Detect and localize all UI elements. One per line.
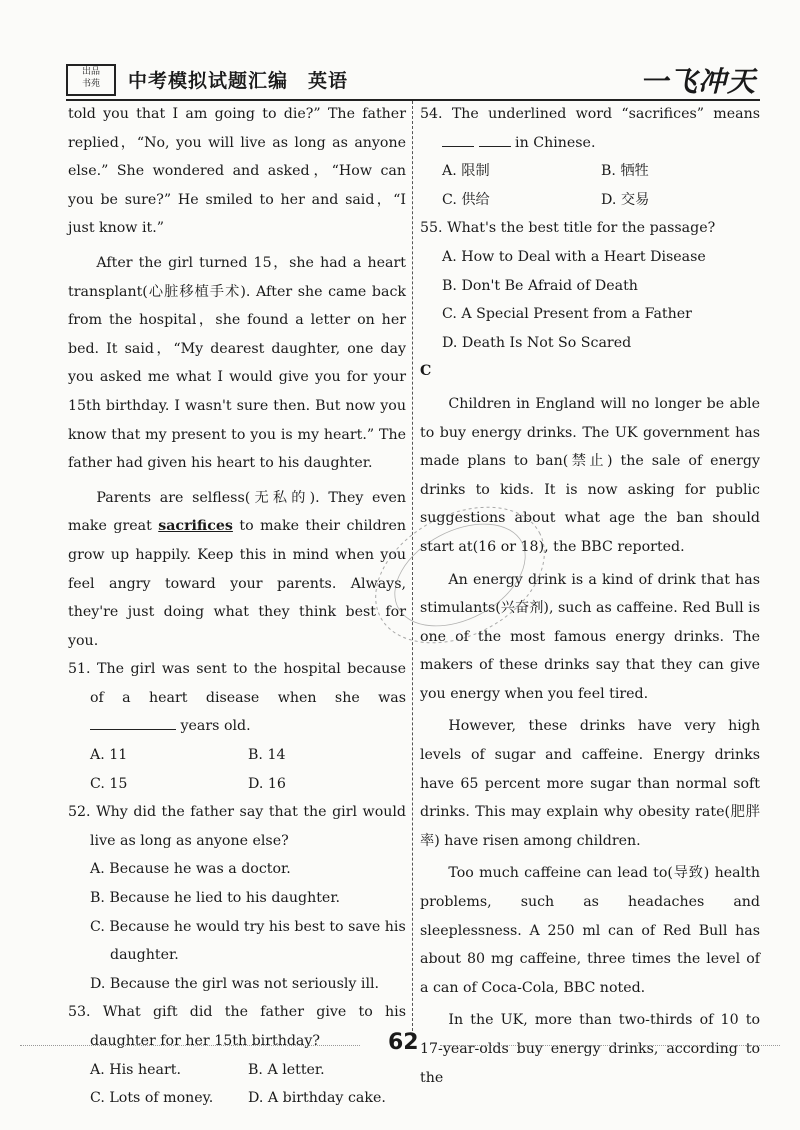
- q52-stem: 52. Why did the father say that the girl would live as long as anyone else?: [68, 804, 406, 849]
- brand-logo: 一飞冲天: [639, 65, 756, 98]
- q53-option-c[interactable]: C. Lots of money.: [90, 1090, 214, 1107]
- article-paragraph-2: An energy drink is a kind of drink that has stimulants(兴奋剂), such as caffeine. Red Bull is one of the most famous energy drinks. The makers of these drinks say that they can give you energy when you feel tired.: [420, 571, 760, 702]
- q53-option-b[interactable]: B. A letter.: [248, 1061, 325, 1078]
- q55-option-a[interactable]: A. How to Deal with a Heart Disease: [442, 248, 706, 265]
- question-55: [420, 214, 760, 357]
- q51-stem-end: years old.: [180, 718, 251, 735]
- section-heading: C: [420, 363, 432, 380]
- q52-option-a[interactable]: A. Because he was a doctor.: [90, 861, 291, 878]
- story-paragraph-3: [68, 484, 406, 656]
- story-paragraph-2: After the girl turned 15，she had a heart transplant(心脏移植手术). After she came back from the hospital，she found a letter on her bed. It said，“My dearest daughter, one day you asked me what I would give you for your 15th birthday. I wasn't sure then. But now you know that my present to you is my heart.” The father had given his heart to his daughter.: [68, 254, 406, 472]
- q55-option-c[interactable]: C. A Special Present from a Father: [442, 306, 692, 323]
- underlined-word: sacrifices: [158, 518, 233, 535]
- q54-stem-end: in Chinese.: [515, 134, 596, 151]
- q55-option-d[interactable]: D. Death Is Not So Scared: [442, 334, 632, 351]
- q55-option-b[interactable]: B. Don't Be Afraid of Death: [442, 277, 638, 294]
- q54-stem: 54. The underlined word “sacrifices” means: [420, 106, 760, 122]
- q51-option-a[interactable]: A. 11: [90, 747, 128, 764]
- q53-option-a[interactable]: A. His heart.: [90, 1061, 181, 1078]
- publisher-logo-text: 出品 书苑: [81, 67, 100, 89]
- p3-after: to make their children grow up happily. Keep this in mind when you feel angry toward your parents. Always, they're just doing what they think best for you.: [68, 518, 406, 649]
- q54-option-d[interactable]: D. 交易: [601, 191, 650, 208]
- q52-option-b[interactable]: B. Because he lied to his daughter.: [90, 890, 341, 907]
- question-52: [68, 798, 406, 998]
- q51-stem: 51. The girl was sent to the hospital because of a heart disease when she was: [68, 661, 406, 706]
- q52-option-c[interactable]: C. Because he would try his best to save his daughter.: [90, 918, 406, 964]
- stamp-watermark: [360, 490, 560, 660]
- q54-option-a[interactable]: A. 限制: [442, 163, 490, 180]
- q51-option-b[interactable]: B. 14: [248, 747, 286, 764]
- footer-line-left: [20, 1045, 360, 1046]
- publisher-logo: [66, 64, 116, 96]
- article-paragraph-3: However, these drinks have very high levels of sugar and caffeine. Energy drinks have 65 percent more sugar than normal soft drinks. This may explain why obesity rate(肥胖率) have risen among children.: [420, 718, 760, 849]
- footer-line-right: [440, 1045, 780, 1046]
- page-number: 62: [388, 1030, 419, 1055]
- q51-option-c[interactable]: C. 15: [90, 775, 128, 792]
- question-54: [420, 100, 760, 214]
- book-title: 中考模拟试题汇编 英语: [128, 70, 349, 92]
- q54-option-b[interactable]: B. 牺牲: [601, 163, 649, 180]
- article-paragraph-1: Children in England will no longer be able to buy energy drinks. The UK government has made plans to ban(禁止) the sale of energy drinks to kids. It is now asking for public suggestions about what age the ban should start at(16 or 18), the BBC reported.: [420, 395, 760, 555]
- q51-blank[interactable]: [90, 715, 176, 730]
- page-header: [66, 60, 760, 100]
- q53-stem: 53. What gift did the father give to his daughter for her 15th birthday?: [68, 1004, 406, 1049]
- q54-blank[interactable]: [442, 132, 474, 147]
- q54-blank-2[interactable]: [479, 132, 511, 147]
- q52-option-d[interactable]: D. Because the girl was not seriously ill.: [90, 975, 380, 992]
- page-footer: [0, 1030, 800, 1060]
- q55-stem: 55. What's the best title for the passage?: [420, 220, 716, 237]
- q53-option-d[interactable]: D. A birthday cake.: [248, 1090, 386, 1107]
- left-column: [68, 100, 406, 1113]
- article-paragraph-5: In the UK, more than two-thirds of 10 to 17-year-olds buy energy drinks, according to the: [420, 1012, 760, 1086]
- q51-option-d[interactable]: D. 16: [248, 775, 286, 792]
- question-51: [68, 655, 406, 798]
- article-paragraph-4: Too much caffeine can lead to(导致) health problems, such as headaches and sleeplessness. A 250 ml can of Red Bull has about 80 mg caffeine, three times the level of a can of Coca-Cola, BBC noted.: [420, 865, 760, 996]
- p3-before: Parents are selfless(无私的). They even make great: [68, 489, 406, 535]
- story-paragraph-1: told you that I am going to die?” The father replied，“No, you will live as long as anyone else.” She wondered and asked，“How can you be sure?” He smiled to her and said，“I just know it.”: [68, 106, 406, 237]
- q54-option-c[interactable]: C. 供给: [442, 191, 490, 208]
